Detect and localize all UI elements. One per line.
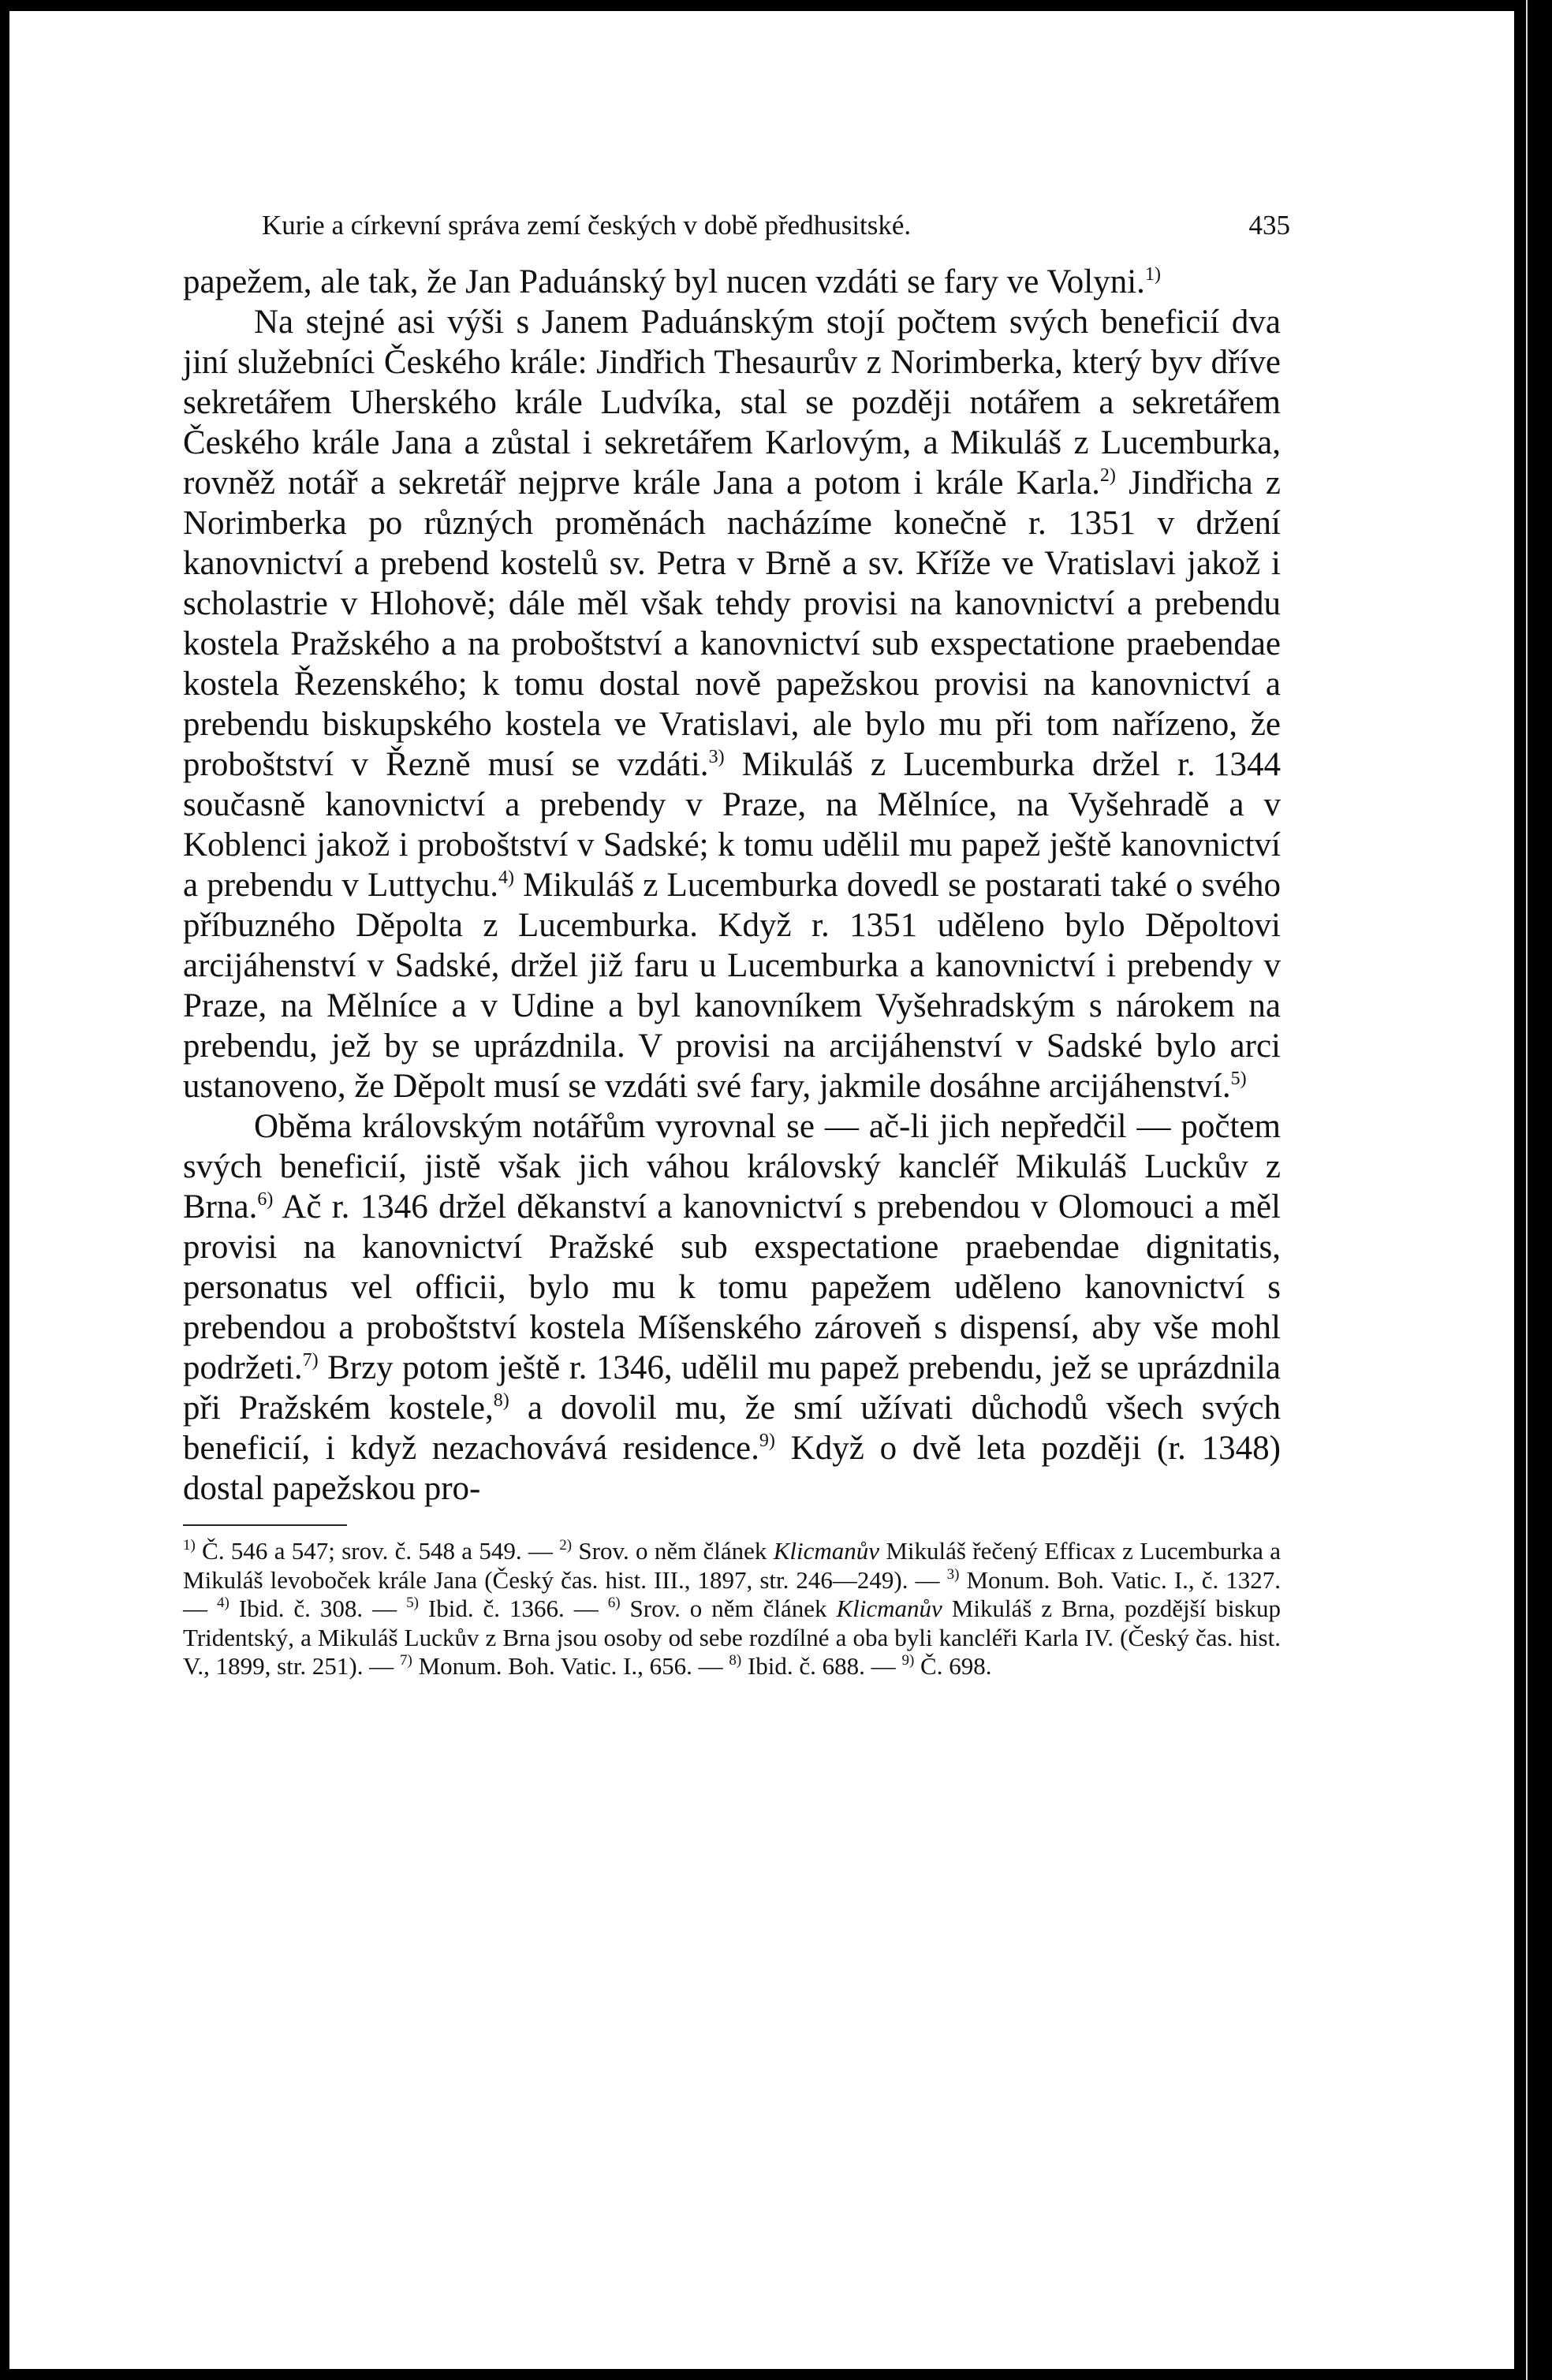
paragraph-text: papežem, ale tak, že Jan Paduánský byl nucen vzdáti se fary ve Volyni. [183,263,1145,300]
footnote-marker: 4) [216,1595,229,1611]
footnote-ref: 5) [1230,1069,1247,1089]
footnote-ref: 6) [257,1189,274,1210]
page-edge [1526,0,1528,2380]
footnote-divider [183,1524,347,1526]
footnote-marker: 7) [400,1652,412,1669]
body-text [183,262,1281,1509]
footnote-marker: 9) [901,1652,915,1669]
paragraph-text: Mikuláš z Lucemburka držel r. 1344 současně kanovnictví a prebendy v Praze, na Mělníce, na Vyšehradě a v Koblenci jakož i proboštství v Sadské; k tomu udělil mu papež ještě kanovnictví a prebendu v Luttychu. [183,746,1281,904]
footnote-ref: 9) [759,1431,775,1451]
footnote-marker: 1) [183,1537,196,1554]
footnote-ref: 3) [708,747,725,767]
paragraph-text: Mikuláš z Lucemburka dovedl se postarati také o svého příbuzného Děpolta z Lucemburka. Když r. 1351 uděleno bylo Děpoltovi arcijáhenství v Sadské, držel již faru u Lucemburka a kanovnictví i prebendy v Praze, na Mělníce a v Udine a byl kanovníkem Vyšehradským s nárokem na prebendu, jež by se uprázdnila. V provisi na arcijáhenství v Sadské bylo arci ustanoveno, že Děpolt musí se vzdáti své fary, jakmile dosáhne arcijáhenství. [183,867,1281,1105]
paragraph-text: Brzy potom ještě r. 1346, udělil mu papež prebendu, jež se uprázdnila při Pražském kostele, [183,1349,1281,1427]
footnote-marker: 3) [946,1565,960,1583]
paragraph-text: Na stejné asi výši s Janem Paduánským stojí počtem svých beneficií dva jiní služebníci Českého krále: Jindřich Thesaurův z Norimberka, který byv dříve sekretářem Uherského krále Ludvíka, stal se později notářem a sekretářem Českého krále Jana a zůstal i sekretářem Karlovým, a Mikuláš z Lucemburka, rovněž notář a sekretář nejprve krále Jana a potom i krále Karla. [183,304,1281,502]
footnote-ref: 8) [493,1390,509,1411]
running-head [183,207,1290,244]
footnote-author: Klicmanův [773,1537,880,1565]
footnote-text: Monum. Boh. Vatic. I., 656. — [412,1652,729,1680]
footnote-text: Č. 698. [914,1652,992,1680]
footnote-text: Č. 546 a 547; srov. č. 548 a 549. — [195,1537,560,1565]
page-number: 435 [1248,210,1290,241]
footnote-text: Ibid. č. 1366. — [418,1595,608,1622]
footnotes [183,1537,1281,1681]
footnote-ref: 7) [302,1350,319,1371]
paragraph-text: a dovolil mu, že smí užívati důchodů všech svých beneficií, i když nezachovává residence. [183,1390,1281,1467]
paragraph-text: Ač r. 1346 držel děkanství a kanovnictví s prebendou v Olomouci a měl provisi na kanovnictví Pražské sub exspectatione praebendae dignitatis, personatus vel officii, bylo mu k tomu papežem uděleno kanovnictví s prebendou a proboštství kostela Míšenského zároveň s dispensí, aby vše mohl podržeti. [183,1188,1281,1386]
page-content [183,207,1290,1681]
footnote-ref: 4) [498,867,515,888]
footnote-text: Mikuláš z Brna, pozdější biskup Tridentský, a Mikuláš Luckův z Brna jsou osoby od sebe rozdílné a oba byli kancléři Karla IV. (Český čas. hist. V., 1899, str. 251). — [183,1595,1281,1680]
footnote-text: Srov. o něm článek [572,1537,774,1565]
footnote-text: Ibid. č. 688. — [741,1652,902,1680]
footnote-marker: 2) [559,1537,573,1554]
paragraph [183,262,1281,302]
footnote-text: Monum. Boh. Vatic. I., č. 1327. — [183,1565,1281,1622]
running-head-title: Kurie a církevní správa zemí českých v době předhusitské. [262,210,912,241]
footnote-author: Klicmanův [836,1595,942,1622]
footnote-marker: 6) [607,1595,621,1611]
footnote-ref: 2) [1099,465,1116,486]
footnote-marker: 8) [729,1652,742,1669]
footnote-ref: 1) [1144,264,1161,285]
paragraph-text: Oběma královským notářům vyrovnal se — ač-li jich nepředčil — počtem svých beneficií, jistě však jich váhou královský kancléř Mikuláš Luckův z Brna. [183,1108,1281,1225]
footnote-text: Mikuláš řečený Efficax z Lucemburka a Mikuláš levoboček krále Jana (Český čas. hist. III., 1897, str. 246—249). — [183,1537,1281,1594]
paragraph-text: Když o dvě leta později (r. 1348) dostal papežskou pro- [183,1430,1281,1507]
footnote-text: Ibid. č. 308. — [229,1595,407,1622]
paragraph [183,302,1281,1106]
footnote-text: Srov. o něm článek [620,1595,837,1622]
paragraph [183,1106,1281,1509]
footnote-marker: 5) [406,1595,419,1611]
paragraph-text: Jindřicha z Norimberka po různých proměnách nacházíme konečně r. 1351 v držení kanovnictví a prebend kostelů sv. Petra v Brně a sv. Kříže ve Vratislavi jakož i scholastrie v Hlohově; dále měl však tehdy provisi na kanovnictví a prebendu kostela Pražského a na proboštství a kanovnictví sub exspectatione praebendae kostela Řezenského; k tomu dostal nově papežskou provisi na kanovnictví a prebendu biskupského kostela ve Vratislavi, ale bylo mu při tom nařízeno, že proboštství v Řezně musí se vzdáti. [183,464,1281,783]
